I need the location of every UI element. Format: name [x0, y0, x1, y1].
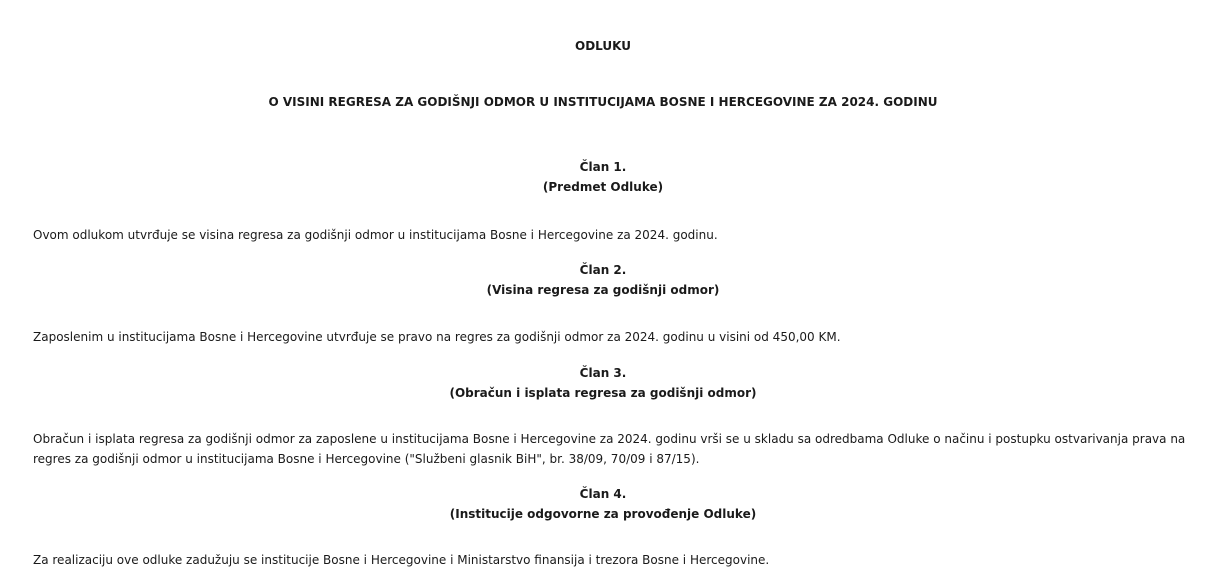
- article-4-text: Za realizaciju ove odluke zadužuju se institucije Bosne i Hercegovine i Ministarstvo finansija i trezora Bosne i Hercegovine.: [33, 553, 770, 567]
- article-3-number: Član 3.: [579, 366, 627, 380]
- article-2-header: [0, 260, 1206, 300]
- document-subheading: O VISINI REGRESA ZA GODIŠNJI ODMOR U INSTITUCIJAMA BOSNE I HERCEGOVINE ZA 2024. GODINU: [268, 95, 938, 109]
- article-2-title: (Visina regresa za godišnji odmor): [486, 283, 720, 297]
- article-4-header: [0, 484, 1206, 524]
- article-4-number: Član 4.: [579, 487, 627, 501]
- article-4-title: (Institucije odgovorne za provođenje Odluke): [449, 507, 757, 521]
- article-2-text: Zaposlenim u institucijama Bosne i Hercegovine utvrđuje se pravo na regres za godišnji odmor za 2024. godinu u visini od 450,00 KM.: [33, 330, 841, 344]
- document-heading: ODLUKU: [575, 39, 631, 53]
- article-3-text: Obračun i isplata regresa za godišnji odmor za zaposlene u institucijama Bosne i Hercegovine za 2024. godinu vrši se u skladu sa odredbama Odluke o načinu i postupku ostvarivanja prava na regres za godišnji odmor u institucijama Bosne i Hercegovine ("Službeni glasnik BiH", br. 38/09, 70/09 i 87/15).: [33, 432, 1186, 466]
- article-1-title: (Predmet Odluke): [542, 180, 664, 194]
- article-1-text: Ovom odlukom utvrđuje se visina regresa za godišnji odmor u institucijama Bosne i Hercegovine za 2024. godinu.: [33, 228, 718, 242]
- article-3-title: (Obračun i isplata regresa za godišnji odmor): [449, 386, 757, 400]
- article-1-number: Član 1.: [579, 160, 627, 174]
- article-1-header: [0, 157, 1206, 197]
- article-3-header: [0, 363, 1206, 403]
- article-2-number: Član 2.: [579, 263, 627, 277]
